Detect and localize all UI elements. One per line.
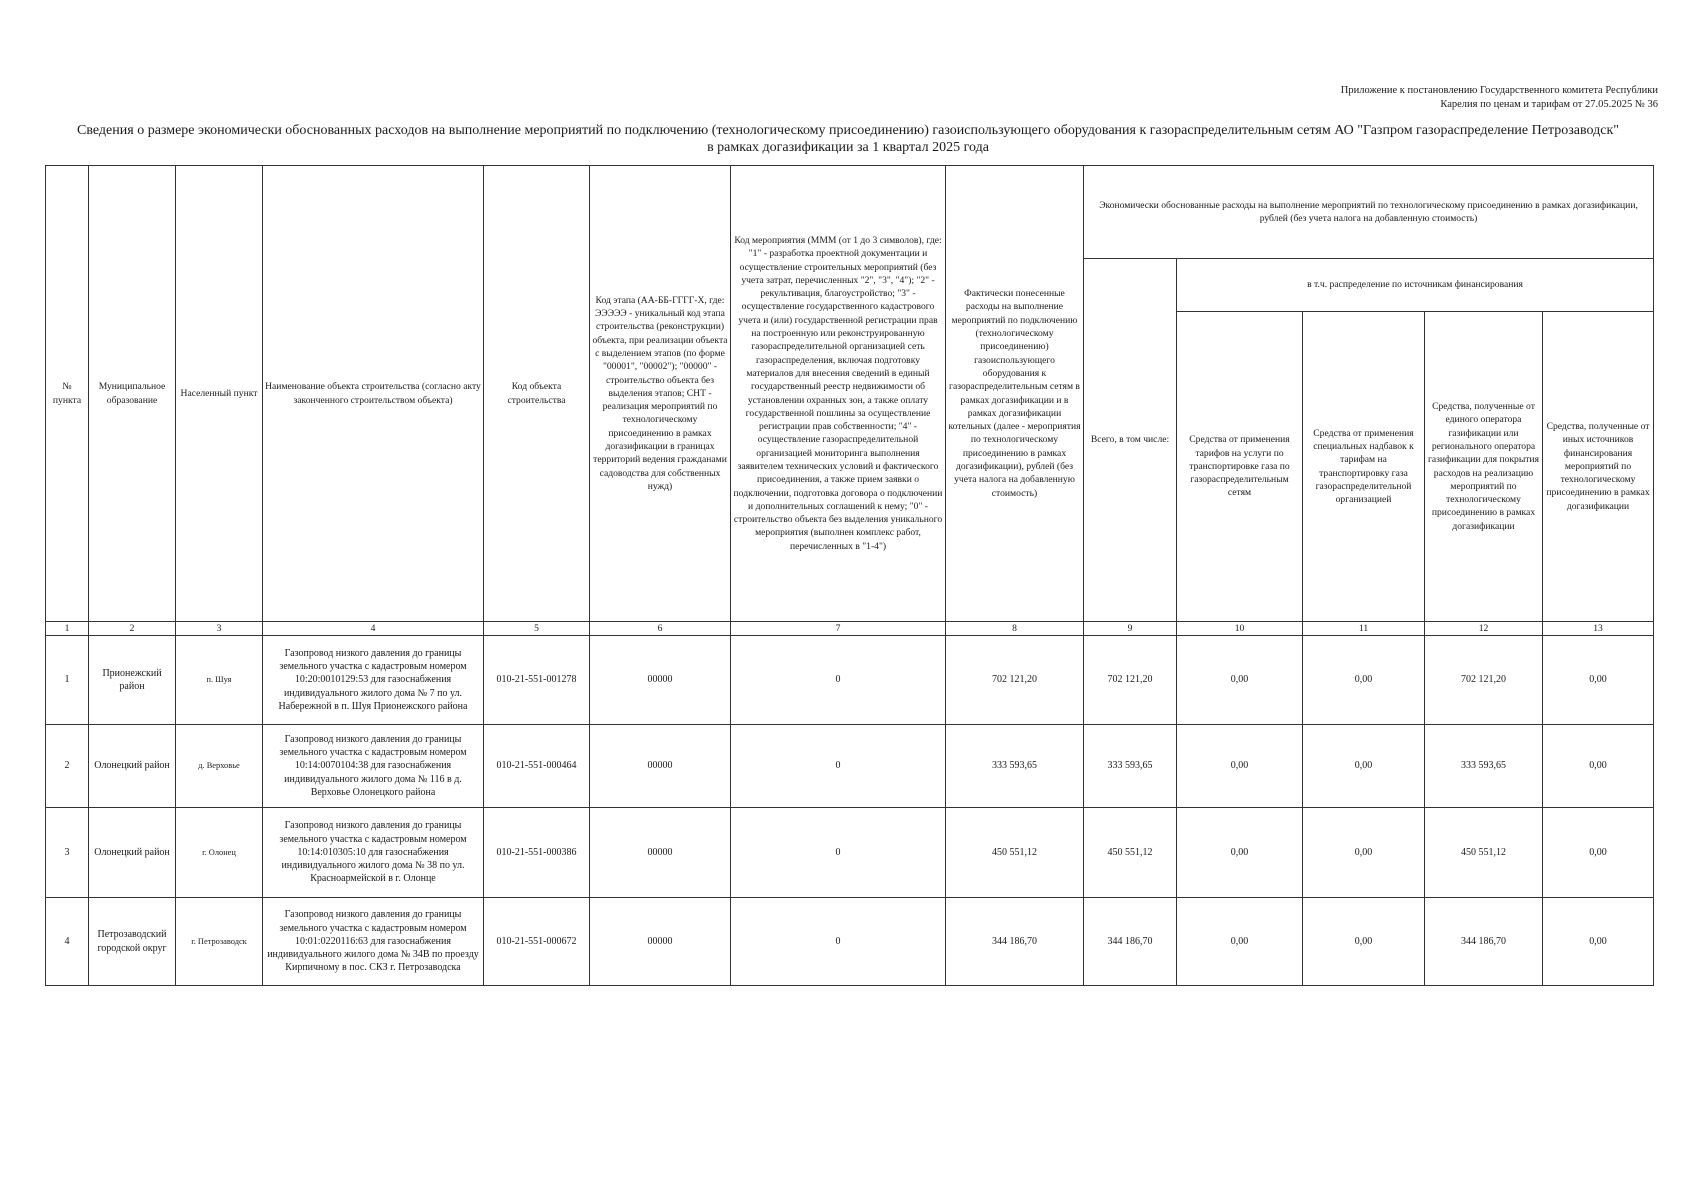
header-col-3: Населенный пункт xyxy=(176,166,263,622)
column-number: 10 xyxy=(1177,622,1303,636)
actual-expenses-cell: 344 186,70 xyxy=(946,898,1084,986)
municipality-cell: Олонецкий район xyxy=(89,808,176,898)
appendix-line-2: Карелия по ценам и тарифам от 27.05.2025 № 36 xyxy=(1440,99,1658,110)
other-funds-cell: 0,00 xyxy=(1543,898,1654,986)
header-subgroup-sources: в т.ч. распределение по источникам финансирования xyxy=(1177,259,1654,312)
appendix-line-1: Приложение к постановлению Государственного комитета Республики xyxy=(1340,85,1658,96)
column-number: 4 xyxy=(263,622,484,636)
stage-code-cell: 00000 xyxy=(590,725,731,808)
header-col-4: Наименование объекта строительства (согласно акту законченного строительством объекта) xyxy=(263,166,484,622)
tariff-funds-cell: 0,00 xyxy=(1177,808,1303,898)
row-number: 1 xyxy=(46,636,89,725)
column-number: 12 xyxy=(1425,622,1543,636)
surcharge-funds-cell: 0,00 xyxy=(1303,636,1425,725)
total-cell: 333 593,65 xyxy=(1084,725,1177,808)
header-group-expenses: Экономически обоснованные расходы на выполнение мероприятий по технологическому присоединению в рамках догазификации, рублей (без учета налога на добавленную стоимость) xyxy=(1084,166,1654,259)
header-col-9: Всего, в том числе: xyxy=(1084,259,1177,622)
total-cell: 450 551,12 xyxy=(1084,808,1177,898)
object-name-cell: Газопровод низкого давления до границы земельного участка с кадастровым номером 10:14:0070104:38 для газоснабжения индивидуального жилого дома № 116 в д. Верховье Олонецкого района xyxy=(263,725,484,808)
column-number: 7 xyxy=(731,622,946,636)
settlement-cell: г. Олонец xyxy=(176,808,263,898)
stage-code-cell: 00000 xyxy=(590,898,731,986)
document-title xyxy=(40,122,1656,156)
actual-expenses-cell: 450 551,12 xyxy=(946,808,1084,898)
event-code-cell: 0 xyxy=(731,898,946,986)
operator-funds-cell: 450 551,12 xyxy=(1425,808,1543,898)
event-code-cell: 0 xyxy=(731,808,946,898)
column-number-row xyxy=(46,622,1654,636)
stage-code-cell: 00000 xyxy=(590,636,731,725)
surcharge-funds-cell: 0,00 xyxy=(1303,898,1425,986)
title-line-2: в рамках догазификации за 1 квартал 2025 года xyxy=(707,140,989,155)
row-number: 3 xyxy=(46,808,89,898)
expenses-table xyxy=(45,165,1654,986)
object-code-cell: 010-21-551-000672 xyxy=(484,898,590,986)
header-col-1: № пункта xyxy=(46,166,89,622)
table-row xyxy=(46,725,1654,808)
column-number: 13 xyxy=(1543,622,1654,636)
actual-expenses-cell: 333 593,65 xyxy=(946,725,1084,808)
municipality-cell: Олонецкий район xyxy=(89,725,176,808)
table-row xyxy=(46,898,1654,986)
header-col-13: Средства, полученные от иных источников финансирования мероприятий по технологическому присоединению в рамках догазификации xyxy=(1543,312,1654,622)
column-number: 3 xyxy=(176,622,263,636)
surcharge-funds-cell: 0,00 xyxy=(1303,725,1425,808)
object-name-cell: Газопровод низкого давления до границы земельного участка с кадастровым номером 10:01:0220116:63 для газоснабжения индивидуального жилого дома № 34В по проезду Кирпичному в пос. СКЗ г. Петрозаводска xyxy=(263,898,484,986)
tariff-funds-cell: 0,00 xyxy=(1177,636,1303,725)
object-name-cell: Газопровод низкого давления до границы земельного участка с кадастровым номером 10:20:0010129:53 для газоснабжения индивидуального жилого дома № 7 по ул. Набережной в п. Шуя Прионежского района xyxy=(263,636,484,725)
header-col-6: Код этапа (АА-ББ-ГГГГ-Х, где: ЭЭЭЭЭ - уникальный код этапа строительства (реконструкции) объекта, при реализации объекта с выделением этапов (по форме "00001", "00002"); "00000" - строительство объекта без выделения этапов; СНТ - реализация мероприятий по технологическому присоединению в рамках догазификации в границах территорий ведения гражданами садоводства для собственных нужд) xyxy=(590,166,731,622)
settlement-cell: п. Шуя xyxy=(176,636,263,725)
column-number: 2 xyxy=(89,622,176,636)
header-col-2: Муниципальное образование xyxy=(89,166,176,622)
column-number: 8 xyxy=(946,622,1084,636)
header-col-8: Фактически понесенные расходы на выполнение мероприятий по подключению (технологическому присоединению) газоиспользующего оборудования к газораспределительным сетям в рамках догазификации и в рамках догазификации котельных (далее - мероприятия по технологическому присоединению в рамках догазификации), рублей (без учета налога на добавленную стоимость) xyxy=(946,166,1084,622)
operator-funds-cell: 344 186,70 xyxy=(1425,898,1543,986)
object-code-cell: 010-21-551-001278 xyxy=(484,636,590,725)
table-row xyxy=(46,636,1654,725)
column-number: 9 xyxy=(1084,622,1177,636)
municipality-cell: Прионежский район xyxy=(89,636,176,725)
tariff-funds-cell: 0,00 xyxy=(1177,898,1303,986)
operator-funds-cell: 333 593,65 xyxy=(1425,725,1543,808)
header-col-12: Средства, полученные от единого оператора газификации или регионального оператора газификации для покрытия расходов на реализацию мероприятий по технологическому присоединению в рамках догазификации xyxy=(1425,312,1543,622)
appendix-note xyxy=(1198,84,1658,112)
column-number: 5 xyxy=(484,622,590,636)
operator-funds-cell: 702 121,20 xyxy=(1425,636,1543,725)
settlement-cell: г. Петрозаводск xyxy=(176,898,263,986)
surcharge-funds-cell: 0,00 xyxy=(1303,808,1425,898)
municipality-cell: Петрозаводский городской округ xyxy=(89,898,176,986)
title-line-1: Сведения о размере экономически обоснованных расходов на выполнение мероприятий по подключению (технологическому присоединению) газоиспользующего оборудования к газораспределительным сетям АО "Газпром газораспределение Петрозаводск" xyxy=(77,123,1619,138)
other-funds-cell: 0,00 xyxy=(1543,725,1654,808)
header-col-10: Средства от применения тарифов на услуги по транспортировке газа по газораспределительным сетям xyxy=(1177,312,1303,622)
object-code-cell: 010-21-551-000464 xyxy=(484,725,590,808)
actual-expenses-cell: 702 121,20 xyxy=(946,636,1084,725)
header-col-11: Средства от применения специальных надбавок к тарифам на транспортировку газа газораспределительной организацией xyxy=(1303,312,1425,622)
settlement-cell: д. Верховье xyxy=(176,725,263,808)
other-funds-cell: 0,00 xyxy=(1543,808,1654,898)
event-code-cell: 0 xyxy=(731,725,946,808)
event-code-cell: 0 xyxy=(731,636,946,725)
row-number: 4 xyxy=(46,898,89,986)
total-cell: 344 186,70 xyxy=(1084,898,1177,986)
header-col-5: Код объекта строительства xyxy=(484,166,590,622)
object-code-cell: 010-21-551-000386 xyxy=(484,808,590,898)
column-number: 11 xyxy=(1303,622,1425,636)
total-cell: 702 121,20 xyxy=(1084,636,1177,725)
row-number: 2 xyxy=(46,725,89,808)
other-funds-cell: 0,00 xyxy=(1543,636,1654,725)
column-number: 6 xyxy=(590,622,731,636)
column-number: 1 xyxy=(46,622,89,636)
object-name-cell: Газопровод низкого давления до границы земельного участка с кадастровым номером 10:14:010305:10 для газоснабжения индивидуального жилого дома № 38 по ул. Красноармейской в г. Олонце xyxy=(263,808,484,898)
tariff-funds-cell: 0,00 xyxy=(1177,725,1303,808)
header-col-7: Код мероприятия (МММ (от 1 до 3 символов), где: "1" - разработка проектной документации и осуществление строительных мероприятий (без учета затрат, перечисленных "2", "3", "4"); "2" - рекультивация, благоустройство; "3" - осуществление государственного кадастрового учета и (или) государственной регистрации прав на построенную или реконструированную газораспределительной организацией сеть газораспределения, включая подготовку материалов для внесения сведений в единый государственный реестр недвижимости об установлении охранных зон, а также оплату государственной пошлины за осуществление регистрации прав собственности; "4" - осуществление газораспределительной организацией мониторинга выполнения заявителем технических условий и фактического присоединения, а также прием заявки о подключении, подготовка договора о подключении и дополнительных соглашений к нему; "0" - строительство объекта без выделения уникального мероприятия (выполнен комплекс работ, перечисленных в "1-4") xyxy=(731,166,946,622)
stage-code-cell: 00000 xyxy=(590,808,731,898)
table-row xyxy=(46,808,1654,898)
